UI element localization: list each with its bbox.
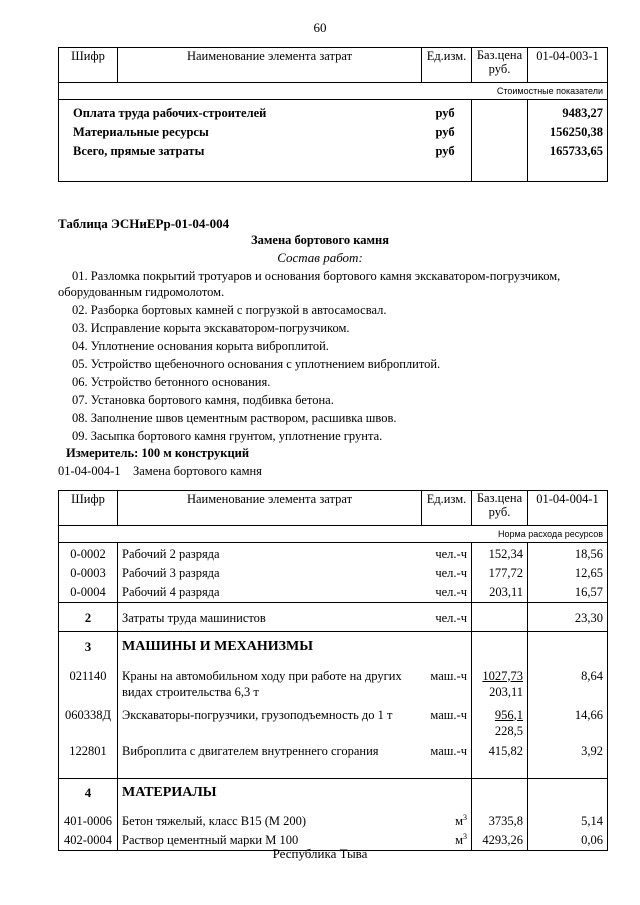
list-item: 08. Заполнение швов цементным раствором, расшивка швов.	[72, 411, 397, 425]
header-table-code: 01-04-004-1	[528, 491, 608, 526]
table-row: 401-0006 Бетон тяжелый, класс В15 (М 200) $м^3$ 3735,8 5,14	[59, 813, 608, 832]
table-row: 060338Д Экскаваторы-погрузчики, грузоподъемность до 1 т маш.-ч 956,1 228,5 14,66	[59, 707, 608, 743]
table-subheader: Норма расхода ресурсов	[59, 526, 608, 543]
table-row: Материальные ресурсы руб 156250,38	[59, 124, 608, 140]
header-name: Наименование элемента затрат	[118, 491, 422, 526]
header-base-price: Баз.цена руб.	[472, 48, 528, 83]
header-code: Шифр	[59, 48, 118, 83]
list-item: оборудованным гидромолотом.	[58, 285, 225, 299]
footer-region: Республика Тыва	[272, 846, 368, 861]
list-item: 03. Исправление корыта экскаватором-погрузчиком.	[72, 321, 350, 335]
header-table-code: 01-04-003-1	[528, 48, 608, 83]
list-item: 01. Разломка покрытий тротуаров и основания бортового камня экскаватором-погрузчиком,	[72, 269, 561, 283]
table-row: 0-0002 Рабочий 2 разряда чел.-ч 152,34 18,56	[59, 546, 608, 565]
list-item: 05. Устройство щебеночного основания с уплотнением виброплитой.	[72, 357, 441, 371]
list-item: 02. Разборка бортовых камней с погрузкой в автосамосвал.	[72, 303, 387, 317]
cost-table	[58, 47, 608, 182]
list-item: 04. Уплотнение основания корыта виброплитой.	[72, 339, 329, 353]
list-item: 06. Устройство бетонного основания.	[72, 375, 271, 389]
work-title: Замена бортового камня	[251, 233, 389, 247]
list-item: 09. Засыпка бортового камня грунтом, уплотнение грунта.	[72, 429, 383, 443]
page-number: 60	[313, 20, 327, 35]
table-row: 0-0004 Рабочий 4 разряда чел.-ч 203,11 16,57	[59, 584, 608, 603]
table-row: 122801 Виброплита с двигателем внутреннего сгорания маш.-ч 415,82 3,92	[59, 743, 608, 765]
table-subheader: Стоимостные показатели	[59, 83, 608, 100]
composition-title: Состав работ:	[277, 250, 363, 265]
header-base-price: Баз.цена руб.	[472, 491, 528, 526]
meter: Измеритель: 100 м конструкций	[66, 446, 250, 460]
header-code: Шифр	[59, 491, 118, 526]
table-row: Оплата труда рабочих-строителей руб 9483,27	[59, 105, 608, 121]
header-unit: Ед.изм.	[422, 48, 472, 83]
table-title: Таблица ЭСНиЕРр-01-04-004	[58, 216, 230, 231]
header-unit: Ед.изм.	[422, 491, 472, 526]
item-name: Замена бортового камня	[133, 464, 262, 478]
item-code: 01-04-004-1	[58, 464, 121, 478]
header-name: Наименование элемента затрат	[118, 48, 422, 83]
table-row: 402-0004 Раствор цементный марки М 100 $м^3$ 4293,26 0,06	[59, 832, 608, 851]
resource-table	[58, 490, 608, 851]
section-header: 4 МАТЕРИАЛЫ	[59, 785, 608, 807]
table-row: 0-0003 Рабочий 3 разряда чел.-ч 177,72 12,65	[59, 565, 608, 584]
table-row: 2 Затраты труда машинистов чел.-ч 23,30	[59, 610, 608, 632]
table-row: 021140 Краны на автомобильном ходу при работе на других видах строительства 6,3 т маш.-ч 1027,73 203,11 8,64	[59, 668, 608, 704]
list-item: 07. Установка бортового камня, подбивка бетона.	[72, 393, 334, 407]
table-row: Всего, прямые затраты руб 165733,65	[59, 143, 608, 159]
section-header: 3 МАШИНЫ И МЕХАНИЗМЫ	[59, 639, 608, 663]
